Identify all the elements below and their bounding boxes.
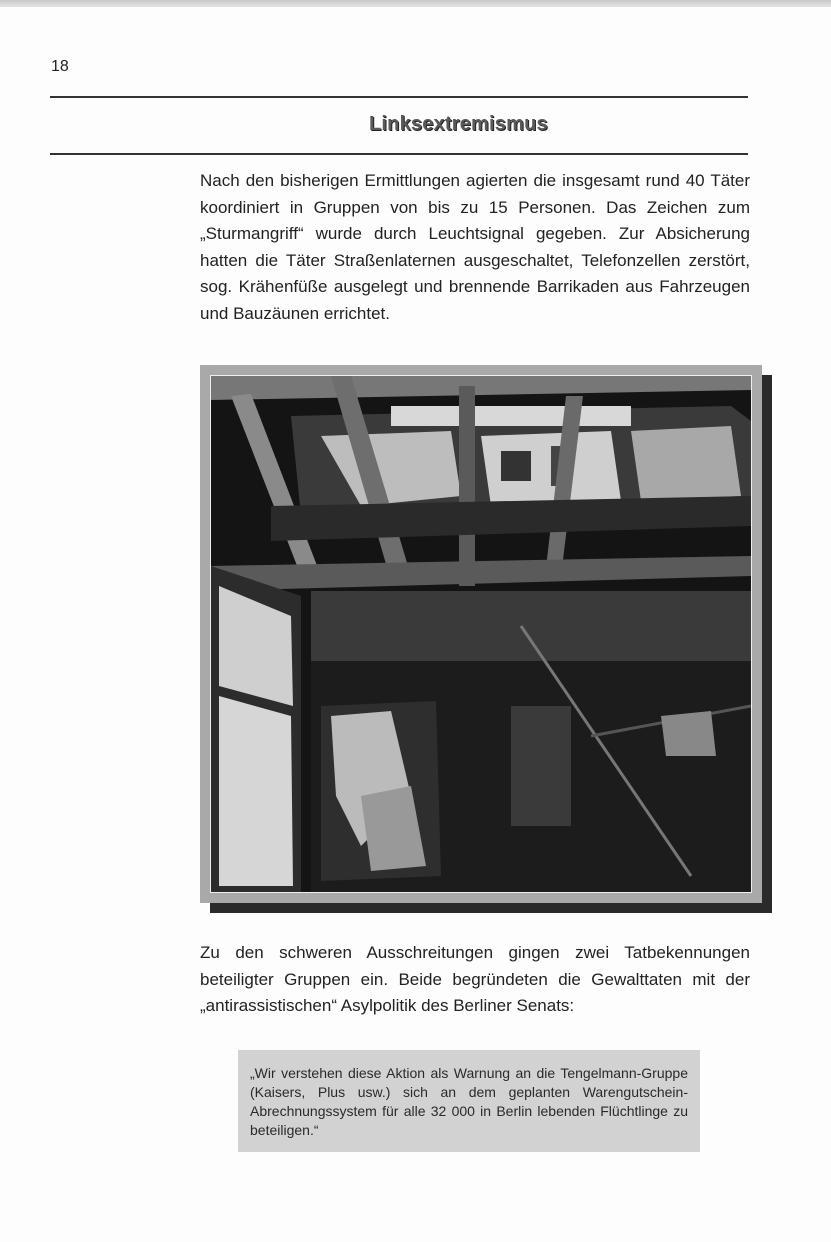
section-title: Linksextremismus bbox=[369, 113, 548, 135]
burned-building-photo bbox=[210, 375, 752, 893]
body-paragraph-1: Nach den bisherigen Ermittlungen agierten die insgesamt rund 40 Täter koordiniert in Gruppen von bis zu 15 Personen. Das Zeichen zum „Sturmangriff“ wurde durch Leuchtsignal gegeben. Zur Absicherung hatten die Täter Straßenlaternen ausgeschaltet, Telefonzellen zerstört, sog. Krähenfüße ausgelegt und brennende Barrikaden aus Fahrzeugen und Bauzäunen errichtet. bbox=[200, 171, 750, 323]
quote-box bbox=[238, 1050, 700, 1152]
photo-illustration bbox=[211, 376, 751, 892]
quote-text: „Wir verstehen diese Aktion als Warnung an die Tengelmann-Gruppe (Kaisers, Plus usw.) sich an dem geplanten Warengutschein-Abrechnungssystem für alle 32 000 in Berlin lebenden Flüchtlinge zu beteiligen.“ bbox=[250, 1065, 688, 1138]
scan-edge bbox=[0, 0, 831, 7]
page-number: 18 bbox=[51, 58, 69, 75]
body-paragraph-2: Zu den schweren Ausschreitungen gingen zwei Tatbekennungen beteiligter Gruppen ein. Beide begründeten die Gewalttaten mit der „antirassistischen“ Asylpolitik des Berliner Senats: bbox=[200, 943, 750, 1015]
header-rule-top bbox=[50, 96, 748, 98]
header-rule-bottom bbox=[50, 153, 748, 155]
